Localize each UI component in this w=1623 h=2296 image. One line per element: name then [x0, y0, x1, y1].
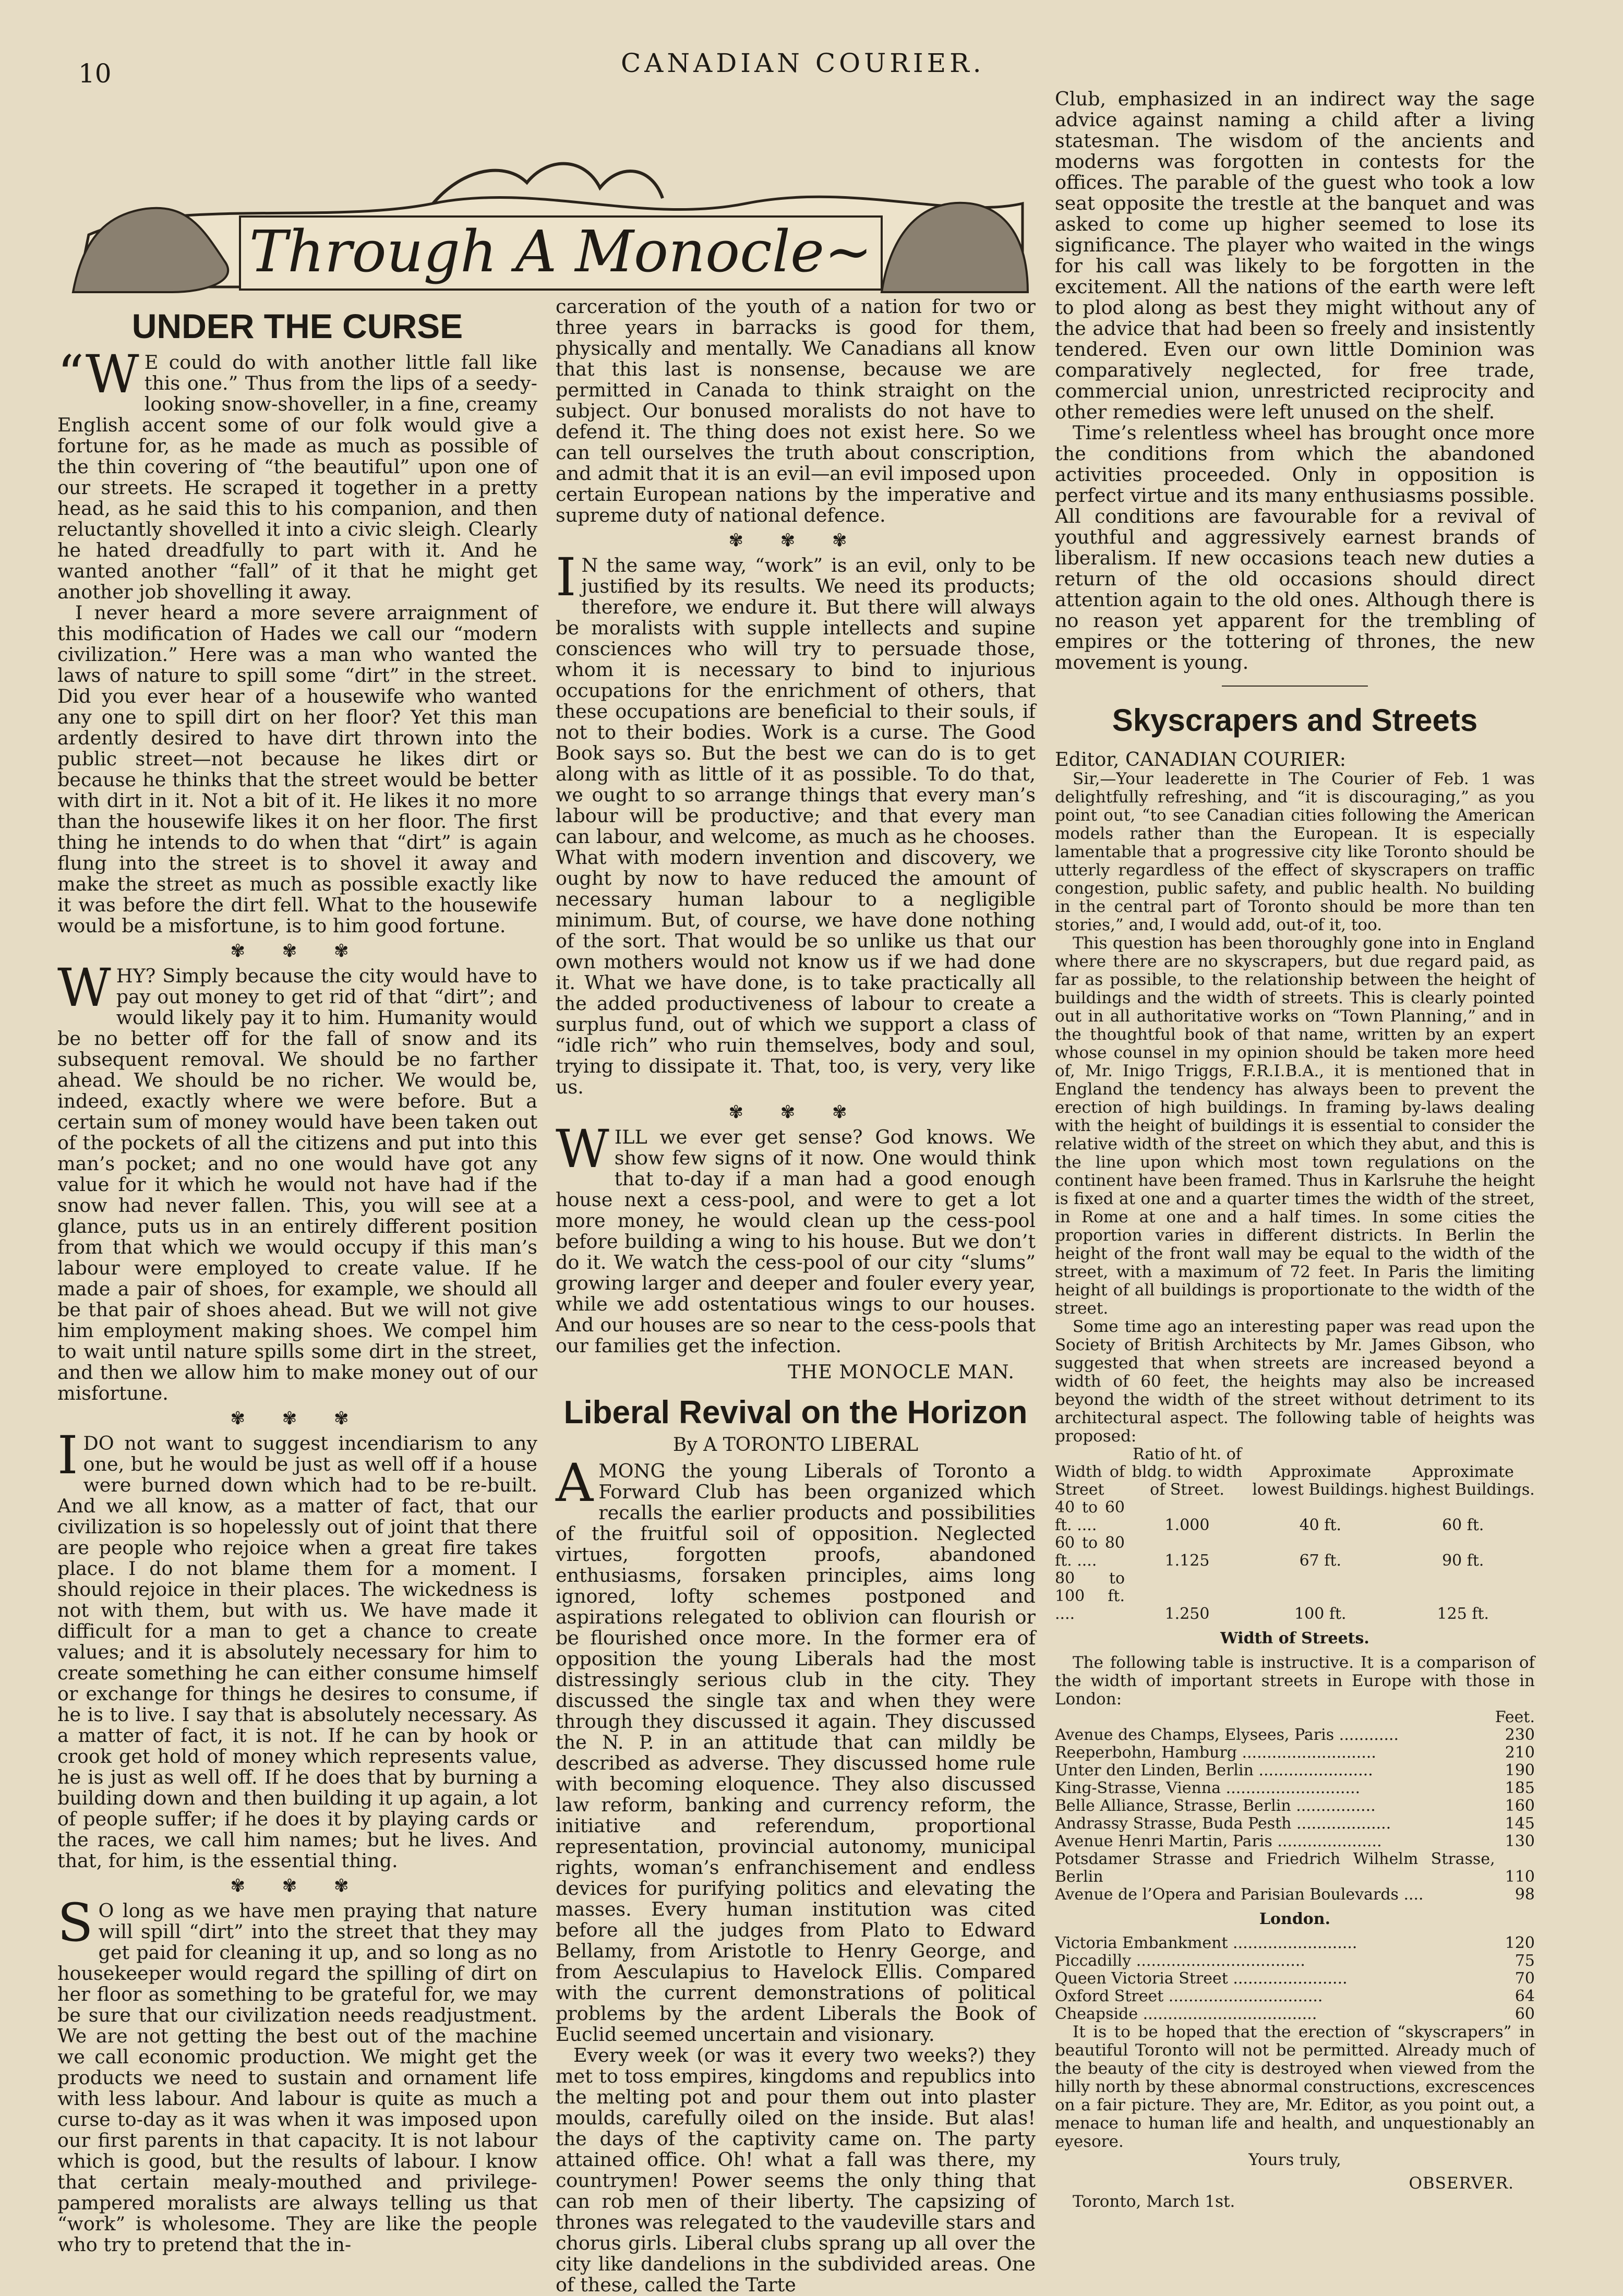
table-header: Approximate lowest Buildings.: [1252, 1463, 1389, 1499]
table-row: King-Strasse, Vienna ........................... 185: [1055, 1779, 1535, 1797]
drop-cap: A: [556, 1452, 594, 1513]
paragraph: I never heard a more severe arraignment of this modification of Hades we call our “modern civilization.” Here was a man who wanted the laws of nature to spill some “dirt” in the street. Did you ever hear of a housewife who wanted any one to spill dirt on her floor? Yet this man ardently desired to have dirt thrown into the public street—not because he likes dirt or because he thinks that the street would be better with dirt in it. Not a bit of it. He likes it no more than the housewife likes it on her floor. The first thing he intends to do when that “dirt” is again flung into the street is to shovel it away and make the street as much as possible exactly like it was before the dirt fell. What to the housewife would be a misfortune, is to him good fortune.: [57, 602, 537, 937]
observer-signature: OBSERVER.: [1409, 2174, 1514, 2193]
table-row: Avenue des Champs, Elysees, Paris ............ 230: [1055, 1726, 1535, 1744]
table-row: Cheapside ................................... 60: [1055, 2005, 1535, 2023]
ornament: ✾ ✾ ✾: [728, 1102, 863, 1123]
paragraph: It is to be hoped that the erection of “skyscrapers” in beautiful Toronto will not be permitted. Already much of the beauty of the city is destroyed when viewed from the hilly north by these abnormal constructions, excrescences on a fair picture. They are, Mr. Editor, as you point out, a menace to human life and health, and unquestionably an eyesore.: [1055, 2023, 1535, 2151]
drop-cap: S: [57, 1892, 93, 1953]
column-1: [57, 344, 537, 2256]
table-row: Victoria Embankment ......................... 120: [1055, 1934, 1535, 1952]
paragraph: Sir,—Your leaderette in The Courier of Feb. 1 was delightfully refreshing, and “it is discouraging,” as you point out, “to see Canadian cities following the American models rather than the European. It is especially lamentable that a progressive city like Toronto should be utterly regardless of the effect of skyscrapers on traffic congestion, public safety, and public health. No building in the central part of Toronto should be more than ten stories,” and, I would add, out-of it, too.: [1055, 770, 1535, 934]
europe-table: [1055, 1709, 1535, 1904]
table-row: 80 to 100 ft. .... 1.250 100 ft. 125 ft.: [1055, 1569, 1489, 1623]
banner-illustration: [68, 104, 1033, 297]
paragraph: AMONG the young Liberals of Toronto a Forward Club has been organized which recalls the earlier products and possibilities of the fruitful soil of opposition. Neglected virtues, forgotten proofs, abandoned enthusiasms, forsaken principles, aims long ignored, lofty schemes postponed and aspirations relegated to oblivion can flourish or be flourished once more. In the former era of opposition the young Liberals had the most distressingly serious club in the city. They discussed the single tax and when they were through they discussed it again. They discussed the N. P. in an attitude that can mildly be described as adverse. They discussed home rule with becoming eloquence. They also discussed law reform, banking and currency reform, the initiative and referendum, proportional representation, provincial autonomy, municipal rights, woman’s enfranchisement and endless devices for purifying politics and elevating the masses. Every human institution was cited before all the judges from Plato to Edward Bellamy, from Aristotle to Henry George, and from Aesculapius to Havelock Ellis. Compared with the current demonstrations of political problems by the ardent Liberals the Book of Euclid seemed uncertain and visionary.: [556, 1452, 1036, 2046]
table-row: Oxford Street ............................... 64: [1055, 1987, 1535, 2005]
paragraph: carceration of the youth of a nation for two or three years in barracks is good for them, physically and mentally. We Canadians all know that this last is nonsense, because we are permitted in Canada to think straight on the subject. Our bonused moralists do not have to defend it. The thing does not exist here. So we can tell ourselves the truth about conscription, and admit that it is an evil—an evil imposed upon certain European nations by the imperative and supreme duty of national defence.: [556, 295, 1036, 526]
ornament: ✾ ✾ ✾: [728, 530, 863, 551]
table-row: Queen Victoria Street ....................... 70: [1055, 1969, 1535, 1988]
table-row: Avenue Henri Martin, Paris ..................... 130: [1055, 1832, 1535, 1850]
paragraph: WILL we ever get sense? God knows. We show few signs of it now. One would think that to-day if a man had a good enough house next a cess-pool, and were to get a lot more money, he would clean up the cess-pool before building a wing to his house. But we don’t do it. We watch the cess-pool of our city “slums” growing larger and deeper and fouler every year, while we add ostentatious wings to our houses. And our houses are so near to the cess-pools that our families get the infection.: [556, 1119, 1036, 1357]
paragraph: Every week (or was it every two weeks?) they met to toss empires, kingdoms and republics into the melting pot and pour them out into plaster moulds, carefully oiled on the inside. But alas! the days of the captivity came on. The party attained office. Oh! what a fall was there, my countrymen! Power seems the only thing that can rob men of their liberty. The capsizing of thrones was relegated to the vaudeville stars and chorus girls. Liberal clubs sprang up all over the city like dandelions in the subdivided areas. One of these, called the Tarte: [556, 2044, 1036, 2296]
table-header: Approximate highest Buildings.: [1391, 1463, 1535, 1499]
paragraph: This question has been thoroughly gone into in England where there are no skyscrapers, but due regard paid, as far as possible, to the relationship between the height of buildings and the width of streets. This is clearly pointed out in all authoritative works on “Town Planning,” and in the thoughtful book of that name, written by an expert whose counsel in my opinion should be taken more heed of, Mr. Inigo Triggs, F.R.I.B.A., it is mentioned that in England the tendency has always been to prevent the erection of high buildings. In framing by-laws dealing with the height of buildings it is essential to consider the relative width of the street on which they abut, and this is the line upon which most town regulations on the continent have been framed. Thus in Karlsruhe the height is fixed at one and a quarter times the width of the street, in Rome at one and a half times. In some cities the proportion varies in different districts. In Berlin the height of the front wall may be equal to the width of the street, with a maximum of 72 feet. In Paris the limiting height of all buildings is proportionate to the width of the street.: [1055, 934, 1535, 1318]
paragraph: Time’s relentless wheel has brought once more the conditions from which the abandoned activities proceeded. Only in opposition is perfect virtue and its many enthusiasms possible. All conditions are favourable for a revival of youthful and aggressively earnest brands of liberalism. If new occasions teach new duties a return of the old occasions should direct attention again to the old ones. Although there is no reason yet apparent for the trembling of empires or the tottering of thrones, the new movement is young.: [1055, 422, 1535, 674]
drop-cap: W: [556, 1119, 609, 1180]
running-head: CANADIAN COURIER.: [621, 48, 985, 78]
table-header-row: [1055, 1446, 1535, 1499]
table-row: Unter den Linden, Berlin ....................... 190: [1055, 1761, 1535, 1780]
banner-title: Through A Monocle~: [249, 218, 873, 285]
ornament: ✾ ✾ ✾: [230, 941, 365, 961]
heights-table: [1055, 1446, 1535, 1623]
article-title-skyscrapers: Skyscrapers and Streets: [1112, 703, 1478, 738]
table-row: 60 to 80 ft. .... 1.125 67 ft. 90 ft.: [1055, 1534, 1484, 1570]
ornament: ✾ ✾ ✾: [230, 1408, 365, 1429]
table-row: Piccadilly .................................. 75: [1055, 1952, 1535, 1970]
monocle-signature: THE MONOCLE MAN.: [788, 1361, 1015, 1383]
london-table: [1055, 1934, 1535, 2023]
london-heading: London.: [1259, 1910, 1331, 1928]
page-number: 10: [78, 58, 112, 89]
paragraph: S O long as we have men praying that nature will spill “dirt” into the street that they may get paid for cleaning it up, and so long as no housekeeper would regard the spilling of dirt on her floor as something to be grateful for, we may be sure that our civilization needs readjustment. We are not getting the best out of the machine we call economic production. We might get the products we need to sustain and ornament life with less labour. And labour is quite as much a curse to-day as it was when it was imposed upon our first parents in that capacity. It is not labour which is good, but the results of labour. I know that certain mealy-mouthed and privilege-pampered moralists are always telling us that “work” is wholesome. They are like the people who try to pretend that the in-: [57, 1892, 537, 2256]
paragraph: Some time ago an interesting paper was read upon the Society of British Architects by Mr. James Gibson, who suggested that when streets are increased beyond a width of 60 feet, the heights may also be increased beyond the width of the street without detriment to its architectural aspect. The following table of heights was proposed:: [1055, 1317, 1535, 1446]
table-row: Belle Alliance, Strasse, Berlin ................ 160: [1055, 1797, 1535, 1815]
divider: [1222, 686, 1368, 687]
paragraph: The following table is instructive. It is a comparison of the width of important streets in Europe with those in London:: [1055, 1653, 1535, 1709]
article-title-under-the-curse: UNDER THE CURSE: [131, 307, 463, 345]
paragraph: I DO not want to suggest incendiarism to any one, but he would be just as well off if a house were burned down which had to be re-built. And we all know, as a matter of fact, that our civilization is so hopelessly out of joint that there are people who rejoice when a great fire takes place. I do not blame them for a moment. I should rejoice in their places. The wickedness is not with them, but with us. We have made it difficult for a man to get a chance to create values; and it is absolutely necessary for him to create something he can either consume himself or exchange for things he desires to consume, if he is to live. I say that is absolutely necessary. As a matter of fact, it is not. If he can by hook or crook get hold of money which represents value, he is just as well off. If he does that by burning a building down and then building it up again, a lot of people suffer; if he does it by playing cards or the races, we call him names; but he lives. And that, for him, is the essential thing.: [57, 1425, 537, 1872]
column-2: [556, 296, 1036, 2295]
feet-label: Feet.: [1495, 1708, 1535, 1726]
editor-line: Editor, CANADIAN COURIER:: [1055, 748, 1347, 771]
byline: By A TORONTO LIBERAL: [672, 1434, 919, 1456]
table-row: Andrassy Strasse, Buda Pesth ................... 145: [1055, 1814, 1535, 1833]
table-header: Ratio of ht. of bldg. to width of Street.: [1132, 1445, 1243, 1499]
ornament: ✾ ✾ ✾: [230, 1876, 365, 1896]
table-row: Reeperbohn, Hamburg ........................... 210: [1055, 1744, 1535, 1762]
drop-cap: W: [57, 957, 111, 1018]
paragraph: WHY? Simply because the city would have to pay out money to get rid of that “dirt”; and would likely pay it to him. Humanity would be no better off for the fall of snow and its subsequent removal. We should be no farther ahead. We should be no richer. We would be, indeed, exactly where we were before. But a certain sum of money would have been taken out of the pockets of all the citizens and put into this man’s pocket; and no one would have got any value for it which he would not have had if the snow had never fallen. This, you will see at a glance, puts us in an entirely different position from that which we would occupy if this man’s labour were employed to create value. If he made a pair of shoes, for example, we should all be that pair of shoes ahead. But we will not give him employment making shoes. We compel him to wait until nature spills some dirt in the street, and then we allow him to make money out of our misfortune.: [57, 957, 537, 1404]
paragraph: Club, emphasized in an indirect way the sage advice against naming a child after a living statesman. The wisdom of the ancients and moderns was forgotten in contests for the offices. The parable of the guest who took a low seat opposite the trestle at the banquet and was asked to come up higher seemed to lose its significance. The player who waited in the wings for his call was likely to be forgotten in the excitement. All the nations of the earth were left to plod along as best they might without any of the advice that had been so freely and insistently tendered. Even our own little Dominion was comparatively neglected, for free trade, commercial union, unrestricted reciprocity and other remedies were left unused on the shelf.: [1055, 88, 1535, 423]
column-3: [1055, 89, 1535, 2211]
closing: Yours truly,: [1248, 2150, 1341, 2169]
drop-cap: I: [57, 1425, 78, 1486]
paragraph: I N the same way, “work” is an evil, only to be justified by its results. We need its products; therefore, we endure it. But there will always be moralists with supple intellects and supine consciences who will try to persuade those, whom it is necessary to bind to injurious occupations for the enrichment of others, that these occupations are beneficial to their souls, if not to their bodies. Work is a curse. The Good Book says so. But the best we can do is to get along with as little of it as possible. To do that, we ought to so arrange things that every man’s labour will be productive; and that every man can labour, and welcome, as much as he chooses. What with modern invention and discovery, we ought by now to have reduced the amount of necessary human labour to a negligible minimum. But, of course, we have done nothing of the sort. That would be so unlike us that our own mothers would not know us if we had done it. What we have done, is to take practically all the added productiveness of labour to create a surplus fund, out of which we support a class of “idle rich” who ruin themselves, body and soul, trying to dissipate it. That, too, is very, very like us.: [556, 547, 1036, 1098]
drop-cap: “W: [57, 344, 139, 405]
table-row: Potsdamer Strasse and Friedrich Wilhelm Strasse, Berlin 110: [1055, 1850, 1535, 1886]
dateline: Toronto, March 1st.: [1073, 2192, 1235, 2211]
drop-cap: I: [556, 547, 576, 608]
paragraph: “W E could do with another little fall like this one.” Thus from the lips of a seedy-looking snow-shoveller, in a fine, creamy English accent some of our folk would give a fortune for, as he made as much as possible of the thin covering of “the beautiful” upon one of our streets. He scraped it together in a pretty head, as he said this to his companion, and then reluctantly shovelled it into a civic sleigh. Clearly he hated dreadfully to part with it. And he wanted another “fall” of it that he might get another job shovelling it away.: [57, 344, 537, 603]
table-row: 40 to 60 ft. .... 1.000 40 ft. 60 ft.: [1055, 1498, 1484, 1534]
width-heading: Width of Streets.: [1220, 1629, 1369, 1648]
table-row: Avenue de l’Opera and Parisian Boulevards .... 98: [1055, 1885, 1535, 1904]
letter-body: [1055, 770, 1535, 2211]
article-title-liberal-revival: Liberal Revival on the Horizon: [563, 1395, 1028, 1431]
table-header: Width of Street: [1055, 1463, 1125, 1499]
